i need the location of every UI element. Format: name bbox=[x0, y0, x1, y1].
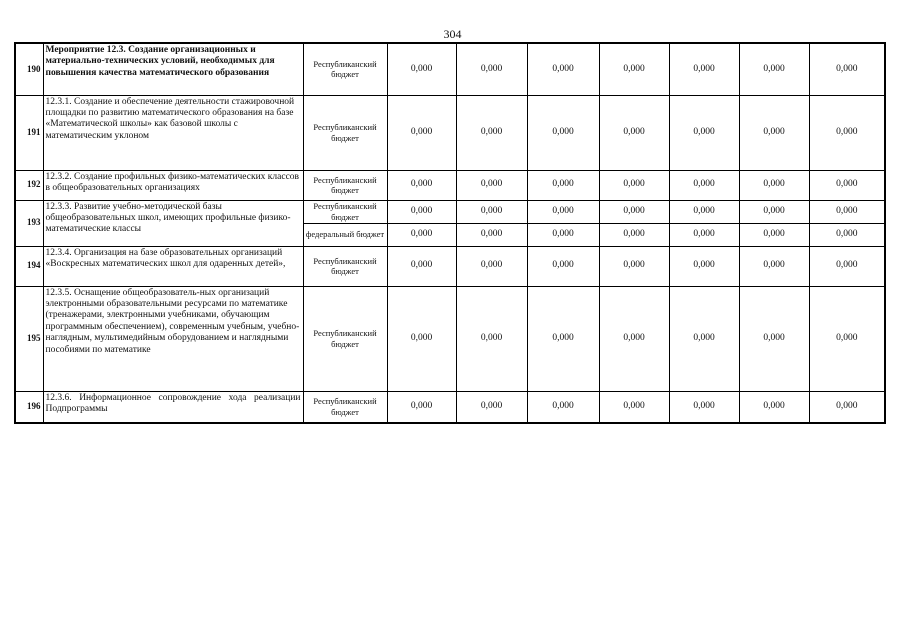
amount-cell: 0,000 bbox=[809, 200, 885, 223]
amount-cell: 0,000 bbox=[669, 43, 739, 95]
funding-source: Республиканский бюджет bbox=[303, 246, 387, 286]
row-number: 194 bbox=[15, 246, 43, 286]
amount-cell: 0,000 bbox=[527, 246, 599, 286]
activity-description: Мероприятие 12.3. Создание организационных и материально-технических условий, необходимых для повышения качества математического образования bbox=[43, 43, 303, 95]
funding-source: Республиканский бюджет bbox=[303, 43, 387, 95]
row-number: 191 bbox=[15, 95, 43, 170]
amount-cell: 0,000 bbox=[669, 246, 739, 286]
amount-cell: 0,000 bbox=[739, 95, 809, 170]
amount-cell: 0,000 bbox=[527, 391, 599, 423]
row-number: 195 bbox=[15, 286, 43, 391]
amount-cell: 0,000 bbox=[527, 200, 599, 223]
table-row bbox=[15, 391, 885, 423]
amount-cell: 0,000 bbox=[456, 286, 527, 391]
table-body bbox=[15, 43, 885, 423]
amount-cell: 0,000 bbox=[669, 170, 739, 200]
amount-cell: 0,000 bbox=[599, 223, 669, 246]
amount-cell: 0,000 bbox=[739, 286, 809, 391]
amount-cell: 0,000 bbox=[599, 200, 669, 223]
amount-cell: 0,000 bbox=[809, 286, 885, 391]
amount-cell: 0,000 bbox=[739, 200, 809, 223]
amount-cell: 0,000 bbox=[599, 286, 669, 391]
amount-cell: 0,000 bbox=[599, 170, 669, 200]
amount-cell: 0,000 bbox=[527, 286, 599, 391]
activity-description: 12.3.2. Создание профильных физико-математических классов в общеобразовательных организациях bbox=[43, 170, 303, 200]
amount-cell: 0,000 bbox=[669, 223, 739, 246]
amount-cell: 0,000 bbox=[669, 391, 739, 423]
amount-cell: 0,000 bbox=[387, 391, 456, 423]
amount-cell: 0,000 bbox=[387, 95, 456, 170]
amount-cell: 0,000 bbox=[739, 223, 809, 246]
activity-description: 12.3.5. Оснащение общеобразователь-ных организаций электронными образовательными ресурсами по математике (тренажерами, электронными учебниками, обучающим программным обеспечением), современным учебным, учебно-наглядным, мультимедийным оборудованием и наглядными пособиями по математике bbox=[43, 286, 303, 391]
funding-source: Республиканский бюджет bbox=[303, 170, 387, 200]
amount-cell: 0,000 bbox=[739, 391, 809, 423]
table-row bbox=[15, 170, 885, 200]
amount-cell: 0,000 bbox=[809, 246, 885, 286]
table-row bbox=[15, 286, 885, 391]
amount-cell: 0,000 bbox=[456, 391, 527, 423]
table-row bbox=[15, 95, 885, 170]
amount-cell: 0,000 bbox=[809, 223, 885, 246]
amount-cell: 0,000 bbox=[387, 286, 456, 391]
amount-cell: 0,000 bbox=[809, 95, 885, 170]
funding-source: Республиканский бюджет bbox=[303, 95, 387, 170]
amount-cell: 0,000 bbox=[599, 95, 669, 170]
amount-cell: 0,000 bbox=[669, 286, 739, 391]
activity-description: 12.3.3. Развитие учебно-методической базы общеобразовательных школ, имеющих профильные физико-математические классы bbox=[43, 200, 303, 246]
amount-cell: 0,000 bbox=[599, 246, 669, 286]
amount-cell: 0,000 bbox=[387, 170, 456, 200]
amount-cell: 0,000 bbox=[387, 246, 456, 286]
row-number: 192 bbox=[15, 170, 43, 200]
amount-cell: 0,000 bbox=[387, 200, 456, 223]
amount-cell: 0,000 bbox=[387, 43, 456, 95]
table-row bbox=[15, 246, 885, 286]
amount-cell: 0,000 bbox=[527, 95, 599, 170]
amount-cell: 0,000 bbox=[739, 170, 809, 200]
amount-cell: 0,000 bbox=[809, 43, 885, 95]
page-number: 304 bbox=[443, 27, 462, 41]
amount-cell: 0,000 bbox=[739, 246, 809, 286]
table-row bbox=[15, 43, 885, 95]
amount-cell: 0,000 bbox=[599, 391, 669, 423]
table-row bbox=[15, 200, 885, 223]
activity-description: 12.3.4. Организация на базе образовательных организаций «Воскресных математических школ для одаренных детей», bbox=[43, 246, 303, 286]
amount-cell: 0,000 bbox=[809, 391, 885, 423]
funding-source: Республиканский бюджет bbox=[303, 200, 387, 223]
amount-cell: 0,000 bbox=[456, 43, 527, 95]
row-number: 193 bbox=[15, 200, 43, 246]
activity-description: 12.3.1. Создание и обеспечение деятельности стажировочной площадки по развитию математического образования на базе «Математической школы» как базовой школы с математическим уклоном bbox=[43, 95, 303, 170]
amount-cell: 0,000 bbox=[527, 43, 599, 95]
amount-cell: 0,000 bbox=[599, 43, 669, 95]
budget-table bbox=[14, 42, 886, 424]
funding-source: Республиканский бюджет bbox=[303, 391, 387, 423]
amount-cell: 0,000 bbox=[739, 43, 809, 95]
amount-cell: 0,000 bbox=[669, 95, 739, 170]
amount-cell: 0,000 bbox=[456, 246, 527, 286]
row-number: 190 bbox=[15, 43, 43, 95]
funding-source: Республиканский бюджет bbox=[303, 286, 387, 391]
amount-cell: 0,000 bbox=[669, 200, 739, 223]
amount-cell: 0,000 bbox=[387, 223, 456, 246]
row-number: 196 bbox=[15, 391, 43, 423]
amount-cell: 0,000 bbox=[527, 170, 599, 200]
activity-description: 12.3.6. Информационное сопровождение хода реализации Подпрограммы bbox=[43, 391, 303, 423]
amount-cell: 0,000 bbox=[456, 95, 527, 170]
amount-cell: 0,000 bbox=[456, 223, 527, 246]
amount-cell: 0,000 bbox=[527, 223, 599, 246]
amount-cell: 0,000 bbox=[456, 170, 527, 200]
funding-source: федеральный бюджет bbox=[303, 223, 387, 246]
amount-cell: 0,000 bbox=[809, 170, 885, 200]
amount-cell: 0,000 bbox=[456, 200, 527, 223]
